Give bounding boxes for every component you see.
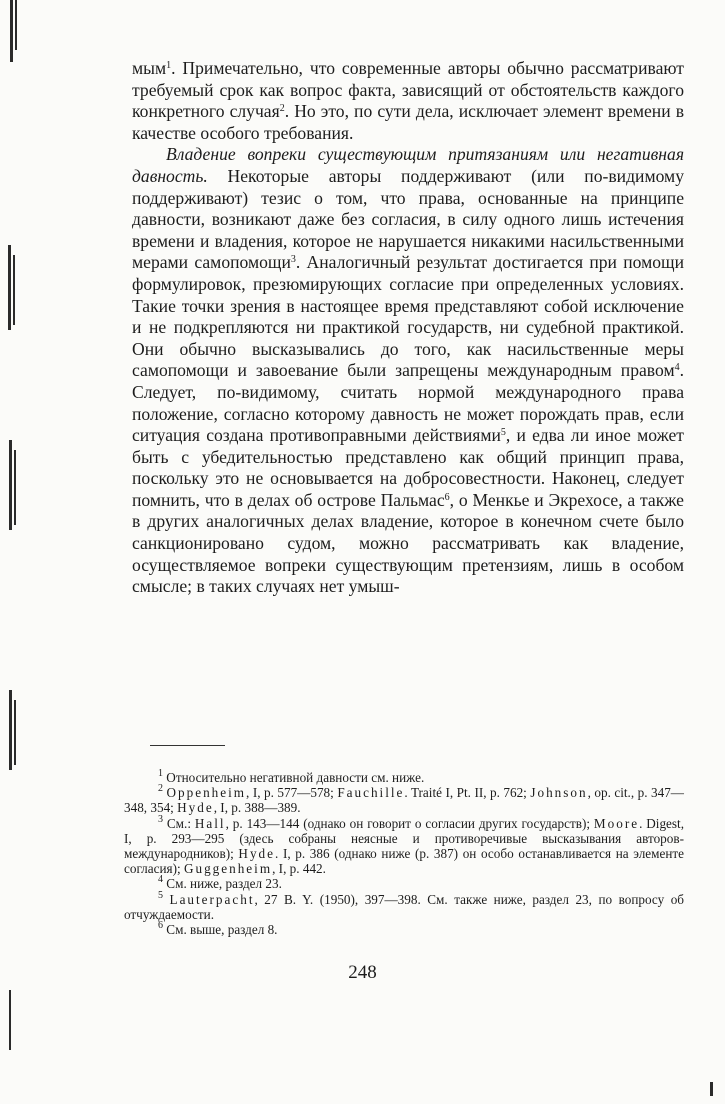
footnote-text: См. ниже, раздел 23. — [163, 876, 282, 892]
footnote — [124, 889, 685, 922]
author-name: Moore — [593, 815, 640, 831]
scan-edge-mark — [14, 700, 16, 765]
scan-edge-mark — [8, 245, 11, 330]
scan-edge-mark — [13, 255, 15, 325]
text-run: Некоторые авторы поддерживают (или по-видимому поддерживают) тезис о том, что права, основанные на принципе давности, возникают даже без согласия, в силу одного лишь истечения времени и владения, которое не нарушается никакими насильственными мерами самопомощи — [132, 165, 684, 273]
footnote — [124, 922, 684, 937]
author-name: Hyde — [177, 800, 214, 816]
footnote-text: . I, p. 386 (однако ниже (p. 387) он особо останавливается на элементе согласия); — [124, 846, 684, 877]
scan-edge-mark — [15, 0, 17, 50]
footnote-text: . Digest, I, p. 293—295 (здесь собраны неясные и противоречивые высказывания авторов-международников); — [124, 815, 684, 862]
text-run: . Но это, по сути дела, исключает элемент времени в качестве особого требования. — [132, 101, 685, 143]
main-text — [132, 58, 684, 598]
scan-edge-mark — [9, 690, 12, 770]
footnote-text: , I, p. 388—389. — [213, 800, 301, 816]
author-name: Johnson — [530, 785, 588, 801]
author-name: Lauterpacht — [169, 891, 255, 907]
footnote-number: 1 — [158, 768, 163, 779]
author-name: Guggenheim — [183, 861, 273, 877]
scan-edge-mark — [710, 1082, 713, 1096]
footnote-text: , p. 143—144 (однако он говорит о согласии других государств); — [225, 815, 594, 831]
scan-edge-mark — [9, 990, 11, 1050]
footnote-number: 4 — [158, 874, 163, 886]
footnote-ref: 2 — [279, 103, 285, 115]
footnote-text: , op. cit., p. 347—348, 354; — [124, 785, 684, 816]
footnotes — [124, 770, 684, 937]
footnote-text: См.: — [163, 815, 195, 831]
footnote-divider — [150, 745, 225, 746]
footnote-number: 5 — [158, 889, 163, 901]
section-heading: Владение вопреки существующим притязаниям или негативная давность. — [132, 144, 684, 186]
footnote-ref: 3 — [290, 254, 296, 266]
scan-edge-mark — [14, 450, 16, 525]
text-run: , о Менкье и Экрехосе, а также в других аналогичных делах владение, которое в конечном счете было санкционировано судом, можно рассматривать как владение, осуществляемое вопреки существующим претензиям, лишь в особом смысле; в таких случаях нет умыш- — [132, 489, 684, 597]
text-run: . Примечательно, что современные авторы обычно рассматривают требуемый срок как вопрос факта, зависящий от обстоятельств каждого конкретного случая — [132, 58, 684, 122]
text-run: . Следует, по-видимому, считать нормой международного права положение, согласно которому давность не может порождать прав, если ситуация создана противоправными действиями — [132, 360, 684, 446]
footnote-number: 3 — [158, 813, 163, 825]
footnote-text: , I, p. 442. — [272, 861, 326, 877]
footnote — [124, 876, 684, 891]
footnote-ref: 5 — [500, 427, 506, 439]
paragraph — [132, 144, 684, 597]
author-name: Oppenheim — [166, 785, 247, 801]
paragraph — [132, 58, 684, 144]
footnote-text: Относительно негативной давности см. ниже. — [163, 770, 425, 785]
footnote-ref: 6 — [444, 491, 450, 503]
text-run: . Аналогичный результат достигается при помощи формулировок, презюмирующих согласие при определенных условиях. Такие точки зрения в настоящее время представляют собой исключение и не подкрепляются ни практикой государств, ни судебной практикой. Они обычно высказывались до того, как насильственные меры самопомощи и завоевание были запрещены международным правом — [132, 252, 684, 381]
footnote — [124, 785, 684, 815]
footnote — [124, 813, 684, 877]
scan-edge-mark — [10, 0, 13, 62]
footnote-text: , 27 B. Y. (1950), 397—398. См. также ниже, раздел 23, по вопросу об отчуждаемости. — [124, 891, 685, 922]
footnote-number: 6 — [158, 920, 163, 932]
text-run: мым — [132, 58, 167, 78]
footnote-ref: 1 — [166, 60, 172, 71]
scan-edge-mark — [9, 440, 12, 530]
footnote-ref: 4 — [674, 362, 680, 374]
footnote-text: . Traité I, Pt. II, p. 762; — [404, 785, 531, 801]
page-number: 248 — [348, 962, 377, 983]
author-name: Hyde — [238, 846, 275, 862]
text-run: , и едва ли иное может быть с убедительностью представлено как общий принцип права, поскольку это не основывается на добросовестности. Наконец, следует помнить, что в делах об острове Пальмас — [132, 425, 684, 510]
author-name: Fauchille — [337, 785, 405, 801]
footnote-number: 2 — [158, 783, 163, 795]
author-name: Hall — [194, 815, 226, 831]
footnote-text: , I, p. 577—578; — [246, 785, 338, 801]
footnote-text: См. выше, раздел 8. — [163, 922, 278, 938]
footnote — [124, 770, 684, 785]
